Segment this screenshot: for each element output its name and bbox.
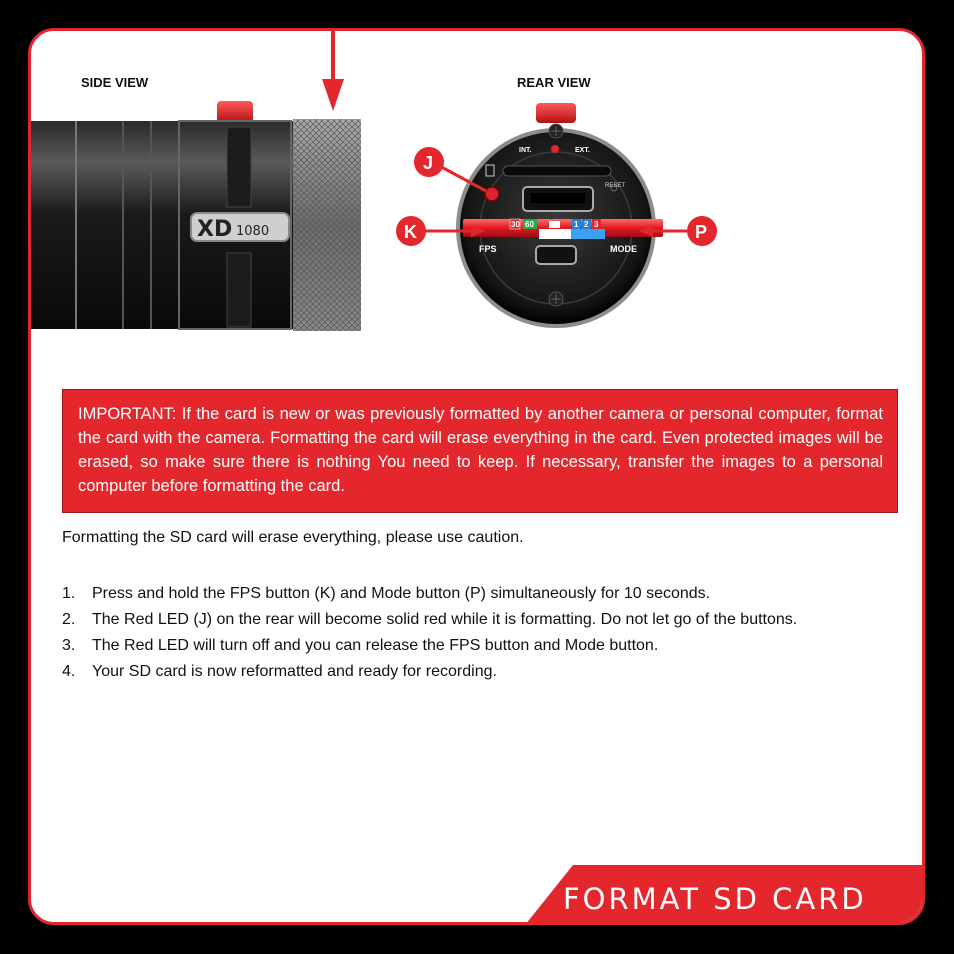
fps-option-60: 60	[525, 220, 534, 229]
fps-option-30: 30	[511, 220, 520, 229]
mode-option-3: 3	[594, 220, 599, 229]
side-top-button	[217, 101, 253, 123]
side-view-label: SIDE VIEW	[81, 75, 149, 90]
list-item: 2. The Red LED (J) on the rear will become solid red while it is formatting. Do not let go of the buttons.	[62, 611, 798, 628]
screw-icon	[549, 124, 563, 138]
callout-k-label: K	[404, 222, 417, 242]
ext-label: EXT.	[575, 147, 590, 154]
rear-top-button	[536, 103, 576, 123]
list-item: 1. Press and hold the FPS button (K) and Mode button (P) simultaneously for 10 seconds.	[62, 585, 711, 602]
manual-page	[28, 28, 925, 925]
screw-icon	[549, 292, 563, 306]
model-number-text: 1080	[236, 224, 270, 239]
red-led-j	[485, 187, 499, 201]
int-label: INT.	[519, 147, 532, 154]
important-notice: IMPORTANT: If the card is new or was previously formatted by another camera or personal computer, format the card with the camera. Formatting the card will erase everything in the card. Even protected images will be erased, so make sure there is nothing You need to keep. If necessary, transfer the images to a personal computer before formatting the card.	[62, 389, 898, 513]
callout-j	[414, 147, 486, 191]
camera-illustration	[31, 31, 925, 371]
usb-port	[536, 246, 576, 264]
callout-j-label: J	[423, 153, 434, 173]
list-item: 3. The Red LED will turn off and you can release the FPS button and Mode button.	[62, 637, 659, 654]
sd-card-slot	[503, 166, 611, 176]
rear-view-camera	[456, 103, 663, 328]
camera-icon	[549, 221, 560, 228]
model-xd-text: XD	[197, 217, 233, 242]
intro-text: Formatting the SD card will erase everything, please use caution.	[62, 529, 524, 546]
rear-view-label: REAR VIEW	[517, 75, 591, 90]
mode-option-1: 1	[574, 220, 579, 229]
reset-label: RESET	[605, 183, 626, 189]
fps-label: FPS	[479, 244, 497, 254]
steps-list	[62, 581, 797, 685]
mic-switch	[551, 145, 559, 153]
side-view-camera	[31, 31, 361, 331]
mode-option-2: 2	[584, 220, 589, 229]
page-title: FORMAT SD CARD	[563, 882, 867, 916]
mode-label: MODE	[610, 244, 637, 254]
down-arrow-icon	[322, 31, 344, 111]
callout-p-label: P	[695, 222, 708, 242]
list-item: 4. Your SD card is now reformatted and ready for recording.	[62, 663, 497, 680]
